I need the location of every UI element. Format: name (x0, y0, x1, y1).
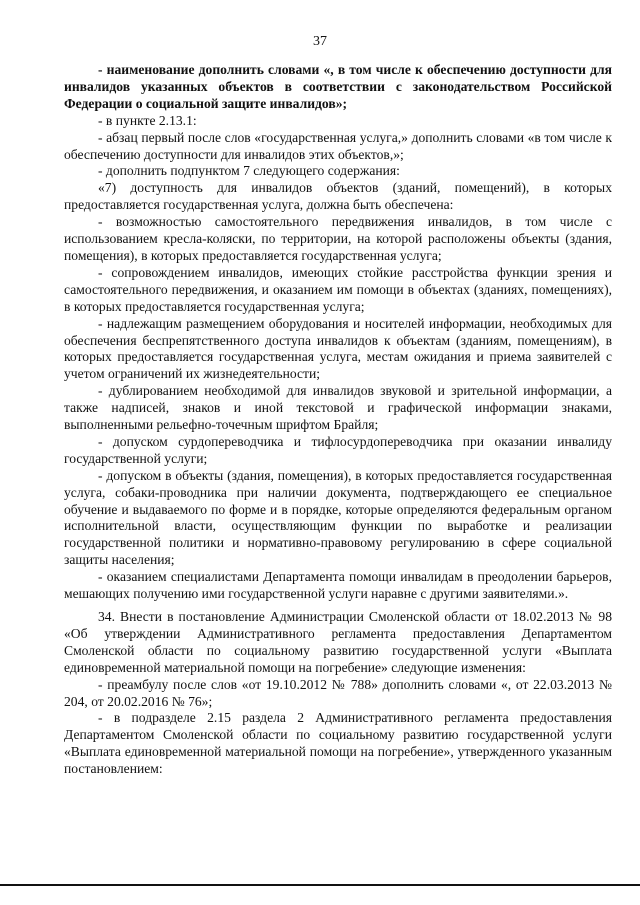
paragraph: - надлежащим размещением оборудования и носителей информации, необходимых для обеспечения беспрепятственного доступа инвалидов к объектам (зданиям, помещениям), в которых предоставляется государственная услуга, местам ожидания и приема заявителей с учетом ограничений их жизнедеятельности; (64, 315, 612, 382)
document-body (64, 62, 612, 778)
paragraph: - дополнить подпунктом 7 следующего содержания: (98, 163, 400, 179)
paragraph: - в подразделе 2.15 раздела 2 Административного регламента предоставления Департаментом Смоленской области по социальному развитию государственной услуги «Выплата единовременной материальной помощи на погребение», утвержденного указанным постановлением: (64, 710, 612, 777)
paragraph: - дублированием необходимой для инвалидов звуковой и зрительной информации, а также надписей, знаков и иной текстовой и графической информации знаками, выполненными рельефно-точечным шрифтом Брайля; (64, 383, 612, 433)
paragraph: - преамбулу после слов «от 19.10.2012 № 788» дополнить словами «, от 22.03.2013 № 204, от 20.02.2016 № 76»; (64, 676, 612, 709)
paragraph: 34. Внести в постановление Администрации Смоленской области от 18.02.2013 № 98 «Об утверждении Административного регламента предоставления Департаментом Смоленской области по социальному развитию государственной услуги «Выплата единовременной материальной помощи на погребение» следующие изменения: (64, 609, 612, 675)
paragraph: - в пункте 2.13.1: (98, 112, 197, 128)
page-number: 37 (313, 34, 327, 49)
page-bottom-rule (0, 884, 640, 886)
paragraph: - возможностью самостоятельного передвижения инвалидов, в том числе с использованием кресла-коляски, по территории, на которой расположены объекты (здания, помещения), в которых предоставляется государственная услуга; (64, 214, 612, 263)
paragraph: - наименование дополнить словами «, в том числе к обеспечению доступности для инвалидов указанных объектов в соответствии с законодательством Российской Федерации о социальной защите инвалидов»; (64, 62, 612, 111)
paragraph: - сопровождением инвалидов, имеющих стойкие расстройства функции зрения и самостоятельного передвижения, и оказанием им помощи в объектах (зданиях, помещениях), в которых предоставляется государственная услуга; (64, 264, 612, 314)
paragraph: - оказанием специалистами Департамента помощи инвалидам в преодолении барьеров, мешающих получению ими государственной услуги наравне с другими заявителями.». (64, 569, 612, 602)
paragraph: - допуском сурдопереводчика и тифлосурдопереводчика при оказании инвалиду государственной услуги; (64, 433, 612, 466)
paragraph: - допуском в объекты (здания, помещения), в которых предоставляется государственная услуга, собаки-проводника при наличии документа, подтверждающего ее специальное обучение и выдаваемого по форме и в порядке, которые определяются федеральным органом исполнительной власти, осуществляющим функции по выработке и реализации государственной политики и нормативно-правовому регулированию в сфере социальной защиты населения; (64, 467, 612, 568)
paragraph: «7) доступность для инвалидов объектов (зданий, помещений), в которых предоставляется государственная услуга, должна быть обеспечена: (64, 180, 612, 213)
paragraph: - абзац первый после слов «государственная услуга,» дополнить словами «в том числе к обеспечению доступности для инвалидов этих объектов,»; (64, 129, 612, 162)
